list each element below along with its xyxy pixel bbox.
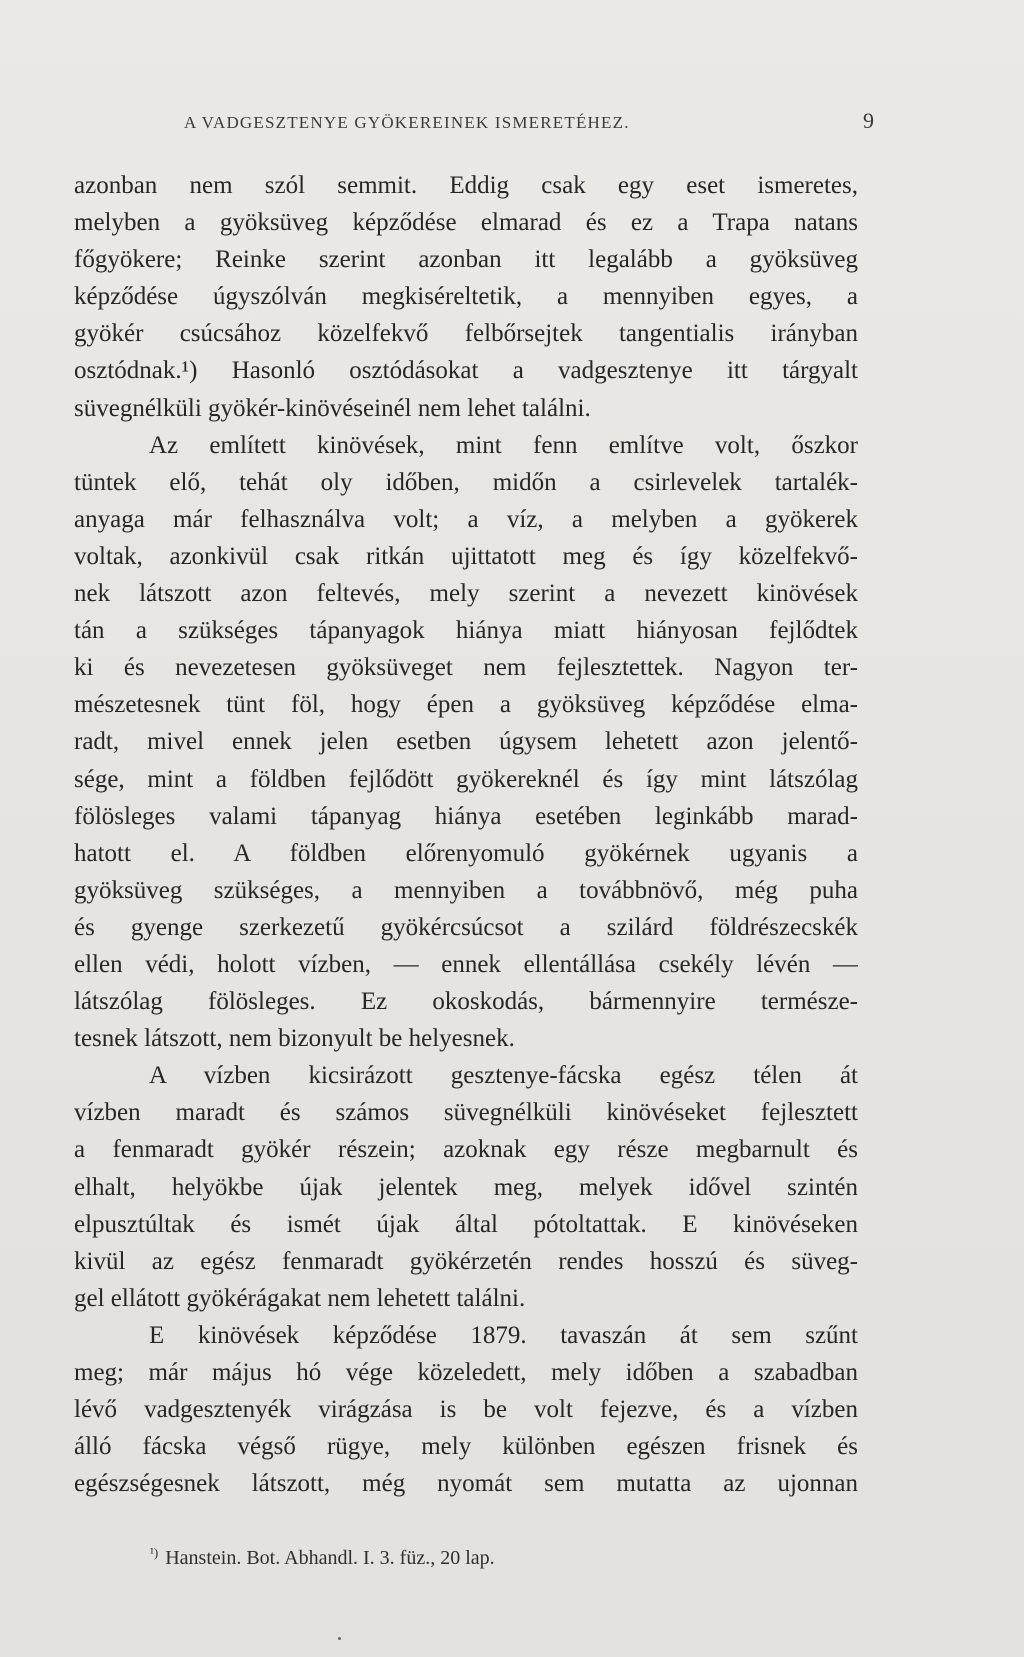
text-line: ellen védi, holott vízben, — ennek ellentállása csekély lévén — xyxy=(74,950,858,978)
page-number: 9 xyxy=(863,108,874,133)
text-line: álló fácska végső rügye, mely különben egészen frisnek és xyxy=(74,1433,858,1461)
footnote-mark: ¹) xyxy=(150,1545,159,1560)
text-line: fölösleges valami tápanyag hiánya esetében leginkább marad- xyxy=(74,802,858,830)
text-line: a fenmaradt gyökér részein; azoknak egy része megbarnult és xyxy=(74,1136,858,1164)
text-line: egészségesnek látszott, még nyomát sem mutatta az ujonnan xyxy=(74,1470,858,1498)
text-line: képződése úgyszólván megkiséreltetik, a mennyiben egyes, a xyxy=(74,283,858,311)
footnote-text: Hanstein. Bot. Abhandl. I. 3. füz., 20 lap. xyxy=(165,1547,495,1569)
text-line: radt, mivel ennek jelen esetben úgysem lehetett azon jelentő- xyxy=(74,728,858,756)
footnote xyxy=(150,1545,495,1570)
paragraph-4 xyxy=(74,1317,858,1502)
text-line: látszólag fölösleges. Ez okoskodás, bármennyire természe- xyxy=(74,988,858,1016)
paper-speck xyxy=(338,1637,341,1640)
text-line: gel ellátott gyökérágakat nem lehetett találni. xyxy=(74,1284,526,1312)
text-line: mészetesnek tünt föl, hogy épen a gyöksüveg képződése elma- xyxy=(74,691,858,719)
text-line: tesnek látszott, nem bizonyult be helyesnek. xyxy=(74,1025,515,1053)
text-line: gyökér csúcsához közelfekvő felbőrsejtek tangentialis irányban xyxy=(74,320,858,348)
text-line: hatott el. A földben előrenyomuló gyökérnek ugyanis a xyxy=(74,839,858,867)
text-line: osztódnak.¹) Hasonló osztódásokat a vadgesztenye itt tárgyalt xyxy=(74,357,858,385)
running-title: A VADGESZTENYE GYÖKEREINEK ISMERETÉHEZ. xyxy=(184,113,630,132)
text-line: voltak, azonkivül csak ritkán ujittatott meg és így közelfekvő- xyxy=(74,542,858,570)
text-line: tán a szükséges tápanyagok hiánya miatt hiányosan fejlődtek xyxy=(74,617,858,645)
text-line: főgyökere; Reinke szerint azonban itt legalább a gyöksüveg xyxy=(74,246,858,274)
text-line: lévő vadgesztenyék virágzása is be volt fejezve, és a vízben xyxy=(74,1396,858,1424)
text-line: vízben maradt és számos süvegnélküli kinövéseket fejlesztett xyxy=(74,1099,858,1127)
paragraph-1 xyxy=(74,167,858,427)
paragraph-2 xyxy=(74,427,858,1058)
paragraph-3 xyxy=(74,1057,858,1317)
text-line: anyaga már felhasználva volt; a víz, a melyben a gyökerek xyxy=(74,505,858,533)
text-line: ki és nevezetesen gyöksüveget nem fejlesztettek. Nagyon ter- xyxy=(74,654,858,682)
text-line: azonban nem szól semmit. Eddig csak egy eset ismeretes, xyxy=(74,172,858,199)
text-line: E kinövések képződése 1879. tavaszán át sem szűnt xyxy=(149,1321,858,1349)
text-line: és gyenge szerkezetű gyökércsúcsot a szilárd földrészecskék xyxy=(74,913,858,941)
text-line: süvegnélküli gyökér-kinövéseinél nem lehet találni. xyxy=(74,394,591,422)
text-line: meg; már május hó vége közeledett, mely időben a szabadban xyxy=(74,1359,858,1386)
text-line: tüntek elő, tehát oly időben, midőn a csirlevelek tartalék- xyxy=(74,468,858,496)
text-line: kivül az egész fenmaradt gyökérzetén rendes hosszú és süveg- xyxy=(74,1247,858,1275)
text-line: A vízben kicsirázott gesztenye-fácska egész télen át xyxy=(149,1062,858,1090)
text-line: nek látszott azon feltevés, mely szerint a nevezett kinövések xyxy=(74,580,858,608)
body-text xyxy=(74,167,858,1502)
text-line: gyöksüveg szükséges, a mennyiben a továbbnövő, még puha xyxy=(74,876,858,904)
text-line: sége, mint a földben fejlődött gyökereknél és így mint látszólag xyxy=(74,765,858,793)
text-line: elhalt, helyökbe újak jelentek meg, melyek idővel szintén xyxy=(74,1173,858,1201)
text-line: elpusztúltak és ismét újak által pótoltattak. E kinövéseken xyxy=(74,1210,858,1238)
text-line: melyben a gyöksüveg képződése elmarad és ez a Trapa natans xyxy=(74,209,858,237)
text-line: Az említett kinövések, mint fenn említve volt, őszkor xyxy=(149,431,858,459)
